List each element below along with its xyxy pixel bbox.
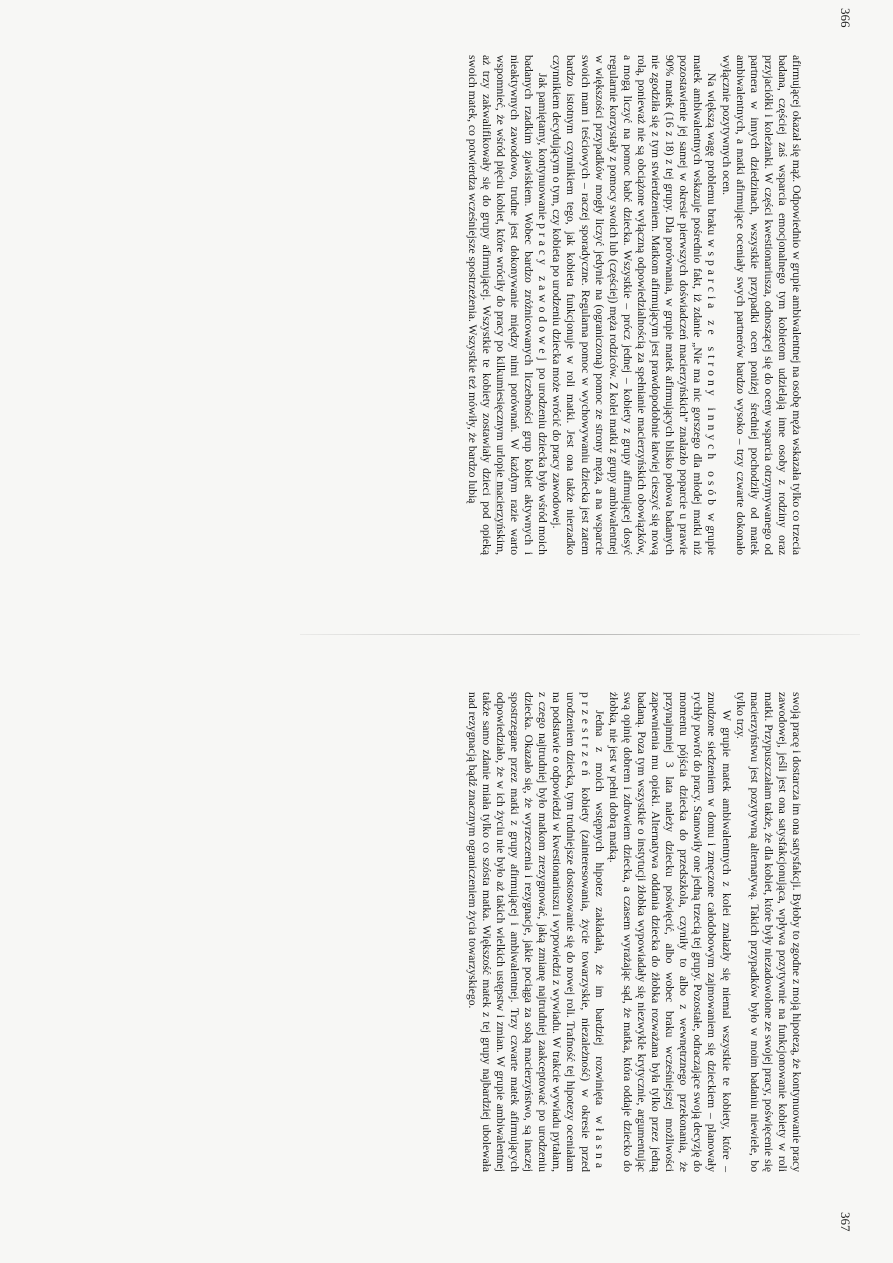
text-run: Na większą wagę problemu braku [705, 73, 719, 240]
right-page [0, 632, 893, 1263]
paragraph [549, 55, 718, 555]
scan-mark [495, 470, 497, 530]
spaced-emphasis: pracy zawodowej [536, 223, 550, 365]
text-run: po urodzeniu dziecka było wśród moich badanych rzadkim zjawiskiem. Wobec bardzo zróżnicowanych liczebności grup kobiet aktywnych i nieaktywnych zawodowo, trudne jest dokonywanie między nimi porównań. W każdym razie warto wspomnieć, że wśród pięciu kobiet, które wróciły do pracy po kilkumiesięcznym urlopie macierzyńskim, aż trzy zakwalifikowały się do grupy afirmującej. Wszystkie te kobiety zostawiały dzieci pod opieką swoich matek, co potwierdza wcześniejsze spostrzeżenia. Wszystkie też mówiły, że bardzo lubią [465, 55, 550, 555]
page-number: 366 [838, 8, 853, 28]
text-run: kobiety (zainteresowania, życie towarzyskie, niezależność) w okresie przed urodzeniem dziecka, tym trudniejsze dostosowanie się do nowej roli. Trafność tej hipotezy oceniałam na podstawie o odpowiedzi w kwestionariuszu i wypowiedzi z wywiadu. W trakcie wywiadu pytałam, z czego najtrudniej było matkom zrezygnować, jaką zmianę najtrudniej zaakceptować po urodzeniu dziecka. Okazało się, że wyrzeczenia i rezygnacje, jakie pociąga za sobą macierzyństwo, są inaczej spostrzegane przez matki z grupy afirmującej i ambiwalentnej. Trzy czwarte matek afirmujących odpowiedziało, że w ich życiu nie było aż takich wielkich ustępstw i zmian. W grupie ambiwalentnej także samo zdanie miała tylko co szósta matka. Większość matek z tej grupy najbardziej ubolewała nad rezygnacją bądź znacznym ograniczeniem życia towarzyskiego. [465, 692, 592, 1172]
paragraph [465, 692, 606, 1172]
paragraph: afirmującej okazał się mąż. Odpowiednio w grupie ambiwalentnej na osobę męża wskazała tylko co trzecia badana, częściej zaś wsparcia emocjonalnego tym kobietom udzielają inne osoby z rodziny oraz przyjaciółki i koleżanki. W części kwestionariusza, odnoszącej się do oceny wsparcia otrzymywanego od partnera w innych dziedzinach, wszystkie przypadki ocen poniżej średniej pochodziły od matek ambiwalentnych, a matki afirmujące oceniały swych partnerów bardzo wysoko – trzy czwarte dokonało wyłącznie pozytywnych ocen. [719, 55, 803, 555]
paragraph [465, 55, 550, 555]
page-number: 367 [838, 1212, 853, 1232]
left-page-body [83, 55, 803, 555]
paragraph: swoją pracę i dostarcza im ona satysfakcji. Byłoby to zgodne z moją hipotezą, że kontynuowanie pracy zawodowej, jeśli jest ona satysfakcjonująca, wpływa pozytywnie na funkcjonowanie kobiety w roli matki. Przypuszczałam także, że dla kobiet, które były niezadowolone ze swojej pracy, poświęcenie się macierzyństwu jest pozytywną alternatywą. Takich przypadków było w moim badaniu niewiele, bo tylko trzy. [733, 692, 803, 1172]
spaced-emphasis: wsparcia ze strony innych osób [705, 239, 719, 510]
paragraph: W grupie matek ambiwalentnych z kolei znalazły się niemal wszystkie te kobiety, które – znudzone siedzeniem w domu i zmęczone całodobowym zajmowaniem się dzieckiem – planowały rychły powrót do pracy. Stanowiły one jedną trzecią tej grupy. Pozostałe, odraczające swoją decyzję do momentu pójścia dziecka do przedszkola, czyniły to albo z wewnętrznego przekonania, że przynajmniej 3 lata należy dziecku poświęcić, albo wobec braku wcześniejszej możliwości zapewnienia mu opieki. Alternatywa oddania dziecka do żłobka rozważana była tylko przez jedną badaną. Poza tym wszystkie o instytucji żłobka wypowiadały się niezwykle krytycznie, argumentując swą opinię dobrem i zdrowiem dziecka, a czasem wyrażając sąd, że matka, która oddaje dziecko do żłobka, nie jest w pełni dobrą matką. [606, 692, 733, 1172]
text-run: Jedna z moich wstępnych hipotez zakładała, że im bardziej rozwinięta [592, 710, 606, 1116]
spaced-emphasis: własna przestrzeń [578, 692, 606, 1172]
text-run: w grupie matek ambiwalentnych wskazuje pośrednio fakt, iż zdanie „Nie ma nic gorszego dla młodej matki niż pozostawienie jej samej w okresie pierwszych doświadczeń macierzyńskich” znalazło poparcie u prawie 90% matek (16 z 18) z tej grupy. Dla porównania, w grupie matek afirmujących blisko połowa badanych nie zgodziła się z tym stwierdzeniem. Matkom afirmującym jest prawdopodobnie łatwiej cieszyć się nową rolą, ponieważ nie są obciążone wyłączną odpowiedzialnością za spełnianie macierzyńskich obowiązków, a mogą liczyć na pomoc babć dziecka. Wszystkie – prócz jednej – kobiety z grupy afirmującej dosyć regularnie korzystały z pomocy swoich lub (częściej) męża rodziców. Z kolei matki z grupy ambiwalentnej w większości przypadków mogły liczyć jedynie na (ograniczoną) pomoc ze strony męża, a na wsparcie swoich mam i teściowych – raczej sporadyczne. Regularna pomoc w wychowywaniu dziecka jest zatem bardzo istotnym czynnikiem tego, jak kobieta funkcjonuje w roli matki. Jest ona także nierzadko czynnikiem decydującym o tym, czy kobieta po urodzeniu dziecka może wrócić do pracy zawodowej. [550, 55, 719, 555]
text-run: Jak pamiętamy, kontynuowanie [536, 73, 550, 224]
right-page-rotated-content [0, 632, 893, 1263]
right-page-body [83, 692, 803, 1172]
